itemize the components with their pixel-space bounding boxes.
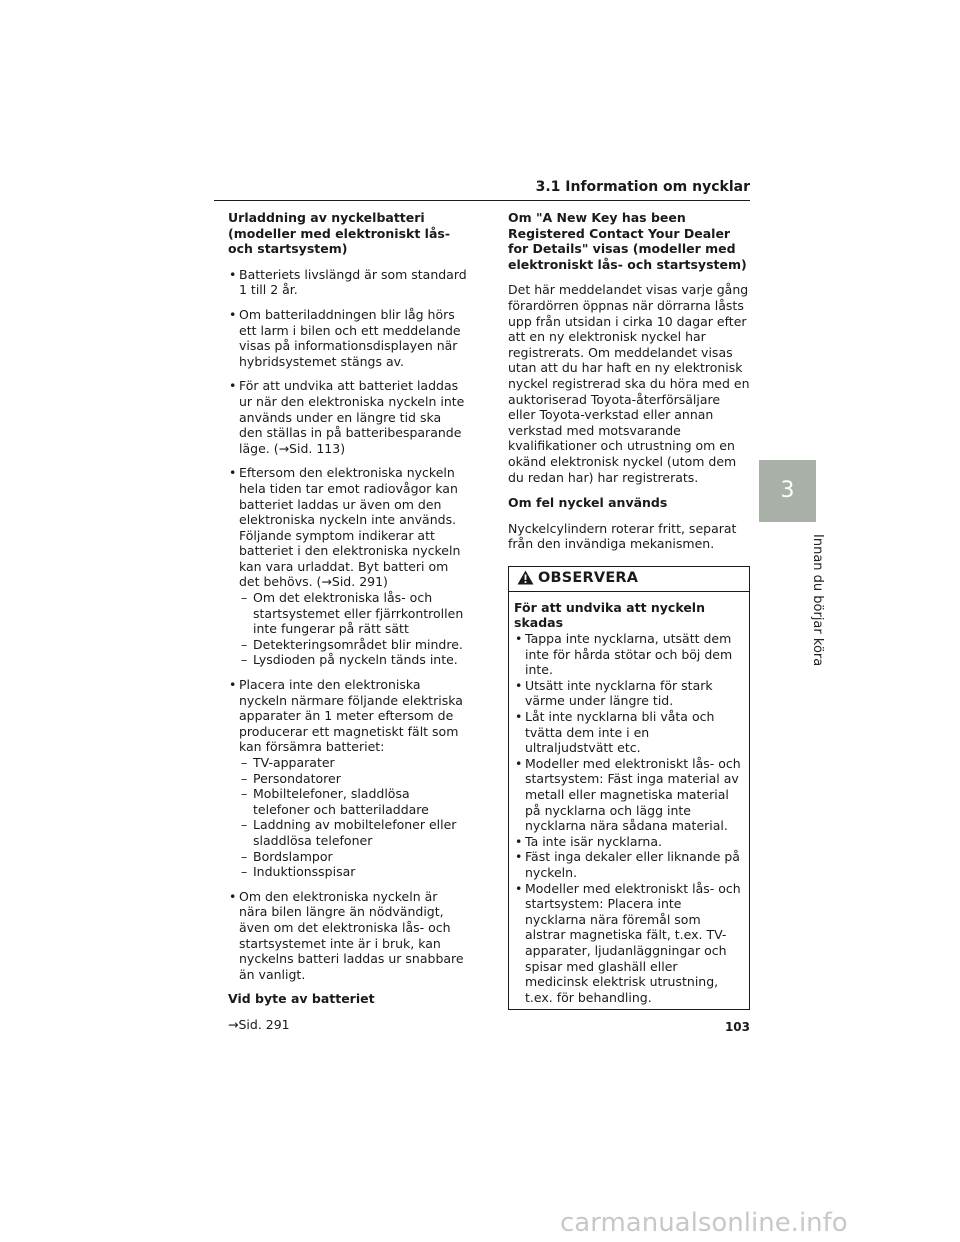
list-item (228, 465, 468, 668)
right-column (508, 210, 750, 1010)
dash-item: – Bordslampor (241, 849, 468, 865)
list-item: • Tappa inte nycklarna, utsätt dem inte för hårda stötar och böj dem inte. (514, 631, 741, 678)
dash-item: – Persondatorer (241, 771, 468, 787)
list-item: • Fäst inga dekaler eller liknande på nyckeln. (514, 849, 741, 880)
dash-item: – Mobiltelefoner, sladdlösa telefoner och batteriladdare (241, 786, 468, 817)
dash-item: – Lysdioden på nyckeln tänds inte. (241, 652, 468, 668)
heading-new-key-message: Om "A New Key has been Registered Contact Your Dealer for Details" visas (modeller med elektroniskt lås- och startsystem) (508, 210, 747, 272)
new-key-paragraph: Det här meddelandet visas varje gång förardörren öppnas när dörrarna låsts upp från utsidan i cirka 10 dagar efter att en ny elektronisk nyckel har registrerats. Om meddelandet visas utan att du har haft en ny elektronisk nyckel registrerad ska du höra med en auktoriserad Toyota-återförsäljare eller Toyota-verkstad eller annan verkstad med motsvarande kvalifikationer och utrustning om en okänd elektronisk nyckel (utom dem du redan har) har registrerats. (508, 282, 750, 485)
dash-item: – TV-apparater (241, 755, 468, 771)
heading-battery-replacement: Vid byte av batteriet (228, 991, 375, 1007)
notice-header (509, 567, 749, 592)
chapter-tab-title: Innan du börjar köra (810, 533, 825, 667)
list-item: • Låt inte nycklarna bli våta och tvätta dem inte i en ultraljudstvätt etc. (514, 709, 741, 756)
dash-item: – Detekteringsområdet blir mindre. (241, 637, 468, 653)
notice-subheading: För att undvika att nyckeln skadas (514, 599, 705, 631)
section-header: 3.1 Information om nycklar (214, 178, 750, 201)
appliance-dash-list (239, 755, 468, 880)
notice-body (509, 592, 749, 1009)
dash-item: – Om det elektroniska lås- och startsystemet eller fjärrkontrollen inte fungerar på rätt sätt (241, 590, 468, 637)
list-item: • Modeller med elektroniskt lås- och startsystem: Fäst inga material av metall eller magnetiska material på nycklarna och lägg inte nycklarna nära sådana material. (514, 756, 741, 834)
dash-item: – Induktionsspisar (241, 864, 468, 880)
symptom-dash-list (239, 590, 468, 668)
left-column (228, 210, 468, 1043)
list-item-text: Placera inte den elektroniska nyckeln närmare följande elektriska apparater än 1 meter eftersom de producerar ett magnetiskt fält som kan försämra batteriet: (239, 677, 463, 755)
list-item: • Modeller med elektroniskt lås- och startsystem: Placera inte nycklarna nära föremål som alstrar magnetiska fält, t.ex. TV-apparater, ljudanläggningar och spisar med glashäll eller medicinsk elektrisk utrustning, t.ex. för behandling. (514, 881, 741, 1006)
list-item-text: Eftersom den elektroniska nyckeln hela tiden tar emot radiovågor kan batteriet laddas ur även om den elektroniska nyckeln inte används. Följande symptom indikerar att batteriet i den elektroniska nyckeln kan vara urladdat. Byt batteri om det behövs. (→Sid. 291) (239, 465, 461, 590)
chapter-tab-number: 3 (759, 460, 816, 522)
list-item (228, 677, 468, 880)
list-item: • Utsätt inte nycklarna för stark värme under längre tid. (514, 678, 741, 709)
page-number: 103 (724, 1020, 750, 1034)
dash-item: – Laddning av mobiltelefoner eller sladdlösa telefoner (241, 817, 468, 848)
battery-bullet-list (228, 267, 468, 983)
heading-battery-discharge: Urladdning av nyckelbatteri (modeller med elektroniskt lås- och startsystem) (228, 210, 451, 257)
list-item: • Ta inte isär nycklarna. (514, 834, 741, 850)
list-item: • För att undvika att batteriet laddas ur när den elektroniska nyckeln inte används under en längre tid ska den ställas in på batteribesparande läge. (→Sid. 113) (228, 378, 468, 456)
heading-wrong-key: Om fel nyckel används (508, 495, 668, 511)
page-reference-link[interactable]: →Sid. 291 (228, 1016, 290, 1032)
watermark: carmanualsonline.info (560, 1208, 848, 1238)
warning-icon (517, 570, 534, 589)
notice-bullet-list (514, 631, 741, 1005)
notice-title: OBSERVERA (538, 570, 639, 587)
notice-box (508, 566, 750, 1010)
list-item: • Batteriets livslängd är som standard 1 till 2 år. (228, 267, 468, 298)
list-item: • Om batteriladdningen blir låg hörs ett larm i bilen och ett meddelande visas på informationsdisplayen när hybridsystemet stängs av. (228, 307, 468, 369)
list-item: • Om den elektroniska nyckeln är nära bilen längre än nödvändigt, även om det elektroniska lås- och startsystemet inte är i bruk, kan nyckelns batteri laddas ur snabbare än vanligt. (228, 889, 468, 983)
wrong-key-paragraph: Nyckelcylindern roterar fritt, separat från den invändiga mekanismen. (508, 520, 737, 552)
